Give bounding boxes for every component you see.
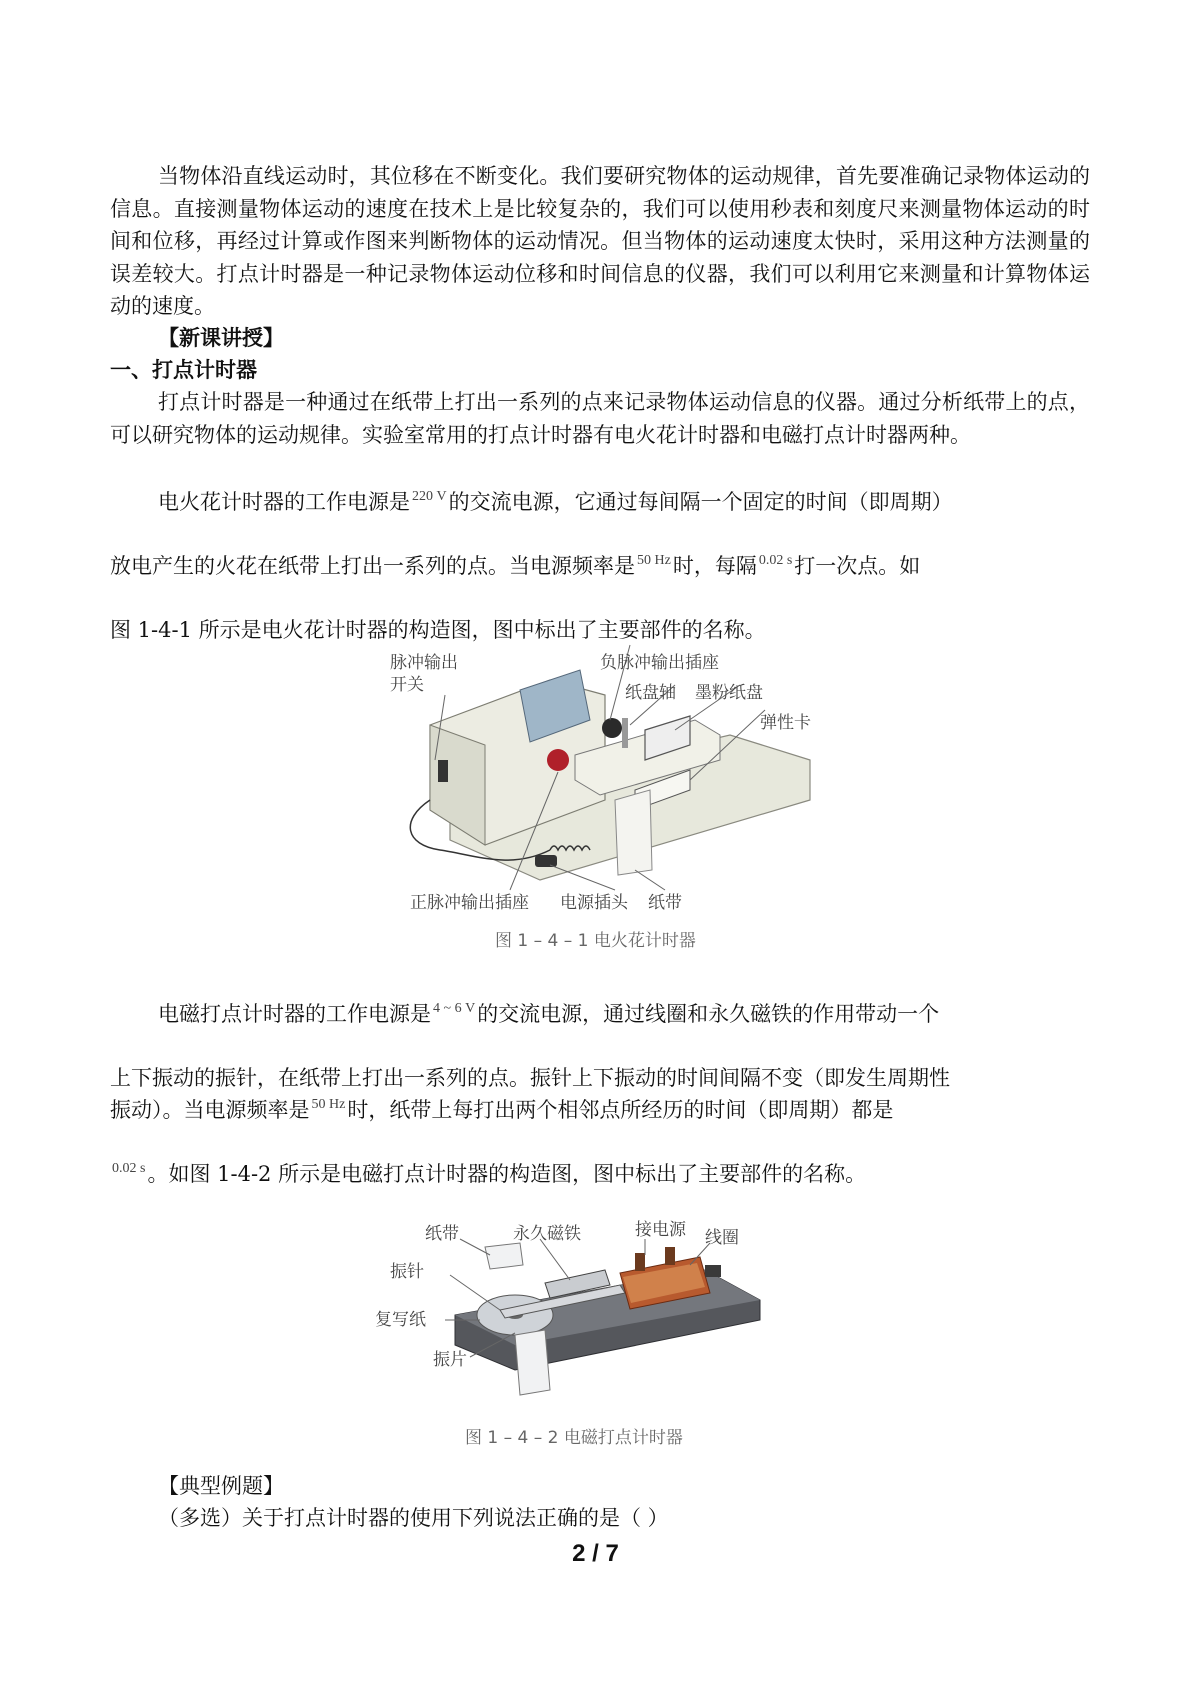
em-paper-tape-bottom: [515, 1330, 550, 1395]
positive-socket-knob: [547, 749, 569, 771]
label-carbon: 复写纸: [375, 1310, 426, 1330]
label-pos-socket: 正脉冲输出插座: [410, 893, 529, 913]
spark-text-1b: 的交流电源，它通过每间隔一个固定的时间（即周期）: [448, 490, 953, 514]
em-paper-tape-top: [485, 1243, 523, 1269]
em-text-3b: 时，纸带上每打出两个相邻点所经历的时间（即周期）都是: [347, 1098, 894, 1122]
spark-text-2b: 时，每隔: [672, 554, 757, 578]
label-em-tape: 纸带: [425, 1224, 459, 1244]
spark-text-2a: 放电产生的火花在纸带上打出一系列的点。当电源频率是: [110, 554, 635, 578]
figure-2-caption: 图 1 – 4 – 2 电磁打点计时器: [465, 1428, 683, 1448]
spark-text-1a: 电火花计时器的工作电源是: [158, 490, 410, 514]
spark-line-2: [110, 550, 920, 580]
negative-socket-knob: [602, 718, 622, 738]
voltage-220: 220 V: [412, 489, 447, 504]
em-line-4: [110, 1158, 866, 1188]
intro-paragraph: 当物体沿直线运动时，其位移在不断变化。我们要研究物体的运动规律，首先要准确记录物体运动的信息。直接测量物体运动的速度在技术上是比较复杂的，我们可以使用秒表和刻度尺来测量物体运动的时间和位移，再经过计算或作图来判断物体的运动情况。但当物体的运动速度太快时，采用这种方法测量的误差较大。打点计时器是一种记录物体运动位移和时间信息的仪器，我们可以利用它来测量和计算物体运动的速度。: [110, 164, 1090, 318]
label-neg-socket: 负脉冲输出插座: [600, 653, 719, 673]
em-line-2: 上下振动的振针，在纸带上打出一系列的点。振针上下振动的时间间隔不变（即发生周期性: [110, 1066, 950, 1090]
label-plug: 电源插头: [560, 893, 628, 913]
label-reed: 振片: [433, 1350, 467, 1370]
period-002s-2: 0.02 s: [112, 1161, 146, 1176]
example-question-1: （多选）关于打点计时器的使用下列说法正确的是（ ）: [158, 1506, 669, 1530]
page-number: 2 / 7: [572, 1540, 619, 1567]
label-spring-card: 弹性卡: [760, 713, 811, 733]
paper-tape: [615, 790, 652, 875]
label-pulse-switch-2: 开关: [390, 675, 424, 695]
label-magnet: 永久磁铁: [513, 1224, 581, 1244]
em-text-1b: 的交流电源，通过线圈和永久磁铁的作用带动一个: [477, 1002, 940, 1026]
label-reel-axis: 纸盘轴: [625, 683, 676, 703]
em-text-3a: 振动）。当电源频率是: [110, 1098, 310, 1122]
em-line-3: [110, 1094, 893, 1124]
freq-50hz: 50 Hz: [637, 553, 671, 568]
label-needle: 振针: [390, 1262, 424, 1282]
spark-timer-figure: [390, 650, 830, 920]
em-line-1: [158, 998, 939, 1028]
reel-axis: [622, 718, 628, 748]
housing-side: [430, 725, 485, 845]
label-ink-disk: 墨粉纸盘: [695, 683, 763, 703]
label-pulse-switch-1: 脉冲输出: [390, 653, 458, 673]
spark-text-2c: 打一次点。如: [794, 554, 921, 578]
power-plug: [535, 855, 557, 867]
em-timer-figure: [375, 1220, 805, 1400]
power-terminal-2: [665, 1247, 675, 1265]
examples-heading: 【典型例题】: [158, 1474, 284, 1498]
label-coil: 线圈: [705, 1228, 739, 1248]
power-terminal-1: [635, 1253, 645, 1271]
freq-50hz-2: 50 Hz: [311, 1097, 346, 1112]
figure-1-caption: 图 1 – 4 – 1 电火花计时器: [495, 931, 696, 951]
label-tape: 纸带: [648, 893, 682, 913]
pulse-switch: [438, 760, 448, 782]
timer-paragraph: 打点计时器是一种通过在纸带上打出一系列的点来记录物体运动信息的仪器。通过分析纸带上的点，可以研究物体的运动规律。实验室常用的打点计时器有电火花计时器和电磁打点计时器两种。: [110, 390, 1090, 447]
em-text-4: 。如图 1-4-2 所示是电磁打点计时器的构造图，图中标出了主要部件的名称。: [147, 1162, 867, 1186]
section-heading-timer: 一、打点计时器: [110, 357, 257, 382]
spark-line-1: [158, 486, 953, 516]
voltage-4-6: 4 ~ 6 V: [433, 1001, 476, 1016]
label-power: 接电源: [635, 1220, 686, 1240]
em-text-1a: 电磁打点计时器的工作电源是: [158, 1002, 431, 1026]
spark-line-3: 图 1-4-1 所示是电火花计时器的构造图，图中标出了主要部件的名称。: [110, 618, 766, 642]
period-002s: 0.02 s: [758, 553, 793, 568]
section-new-lesson: 【新课讲授】: [158, 325, 284, 350]
